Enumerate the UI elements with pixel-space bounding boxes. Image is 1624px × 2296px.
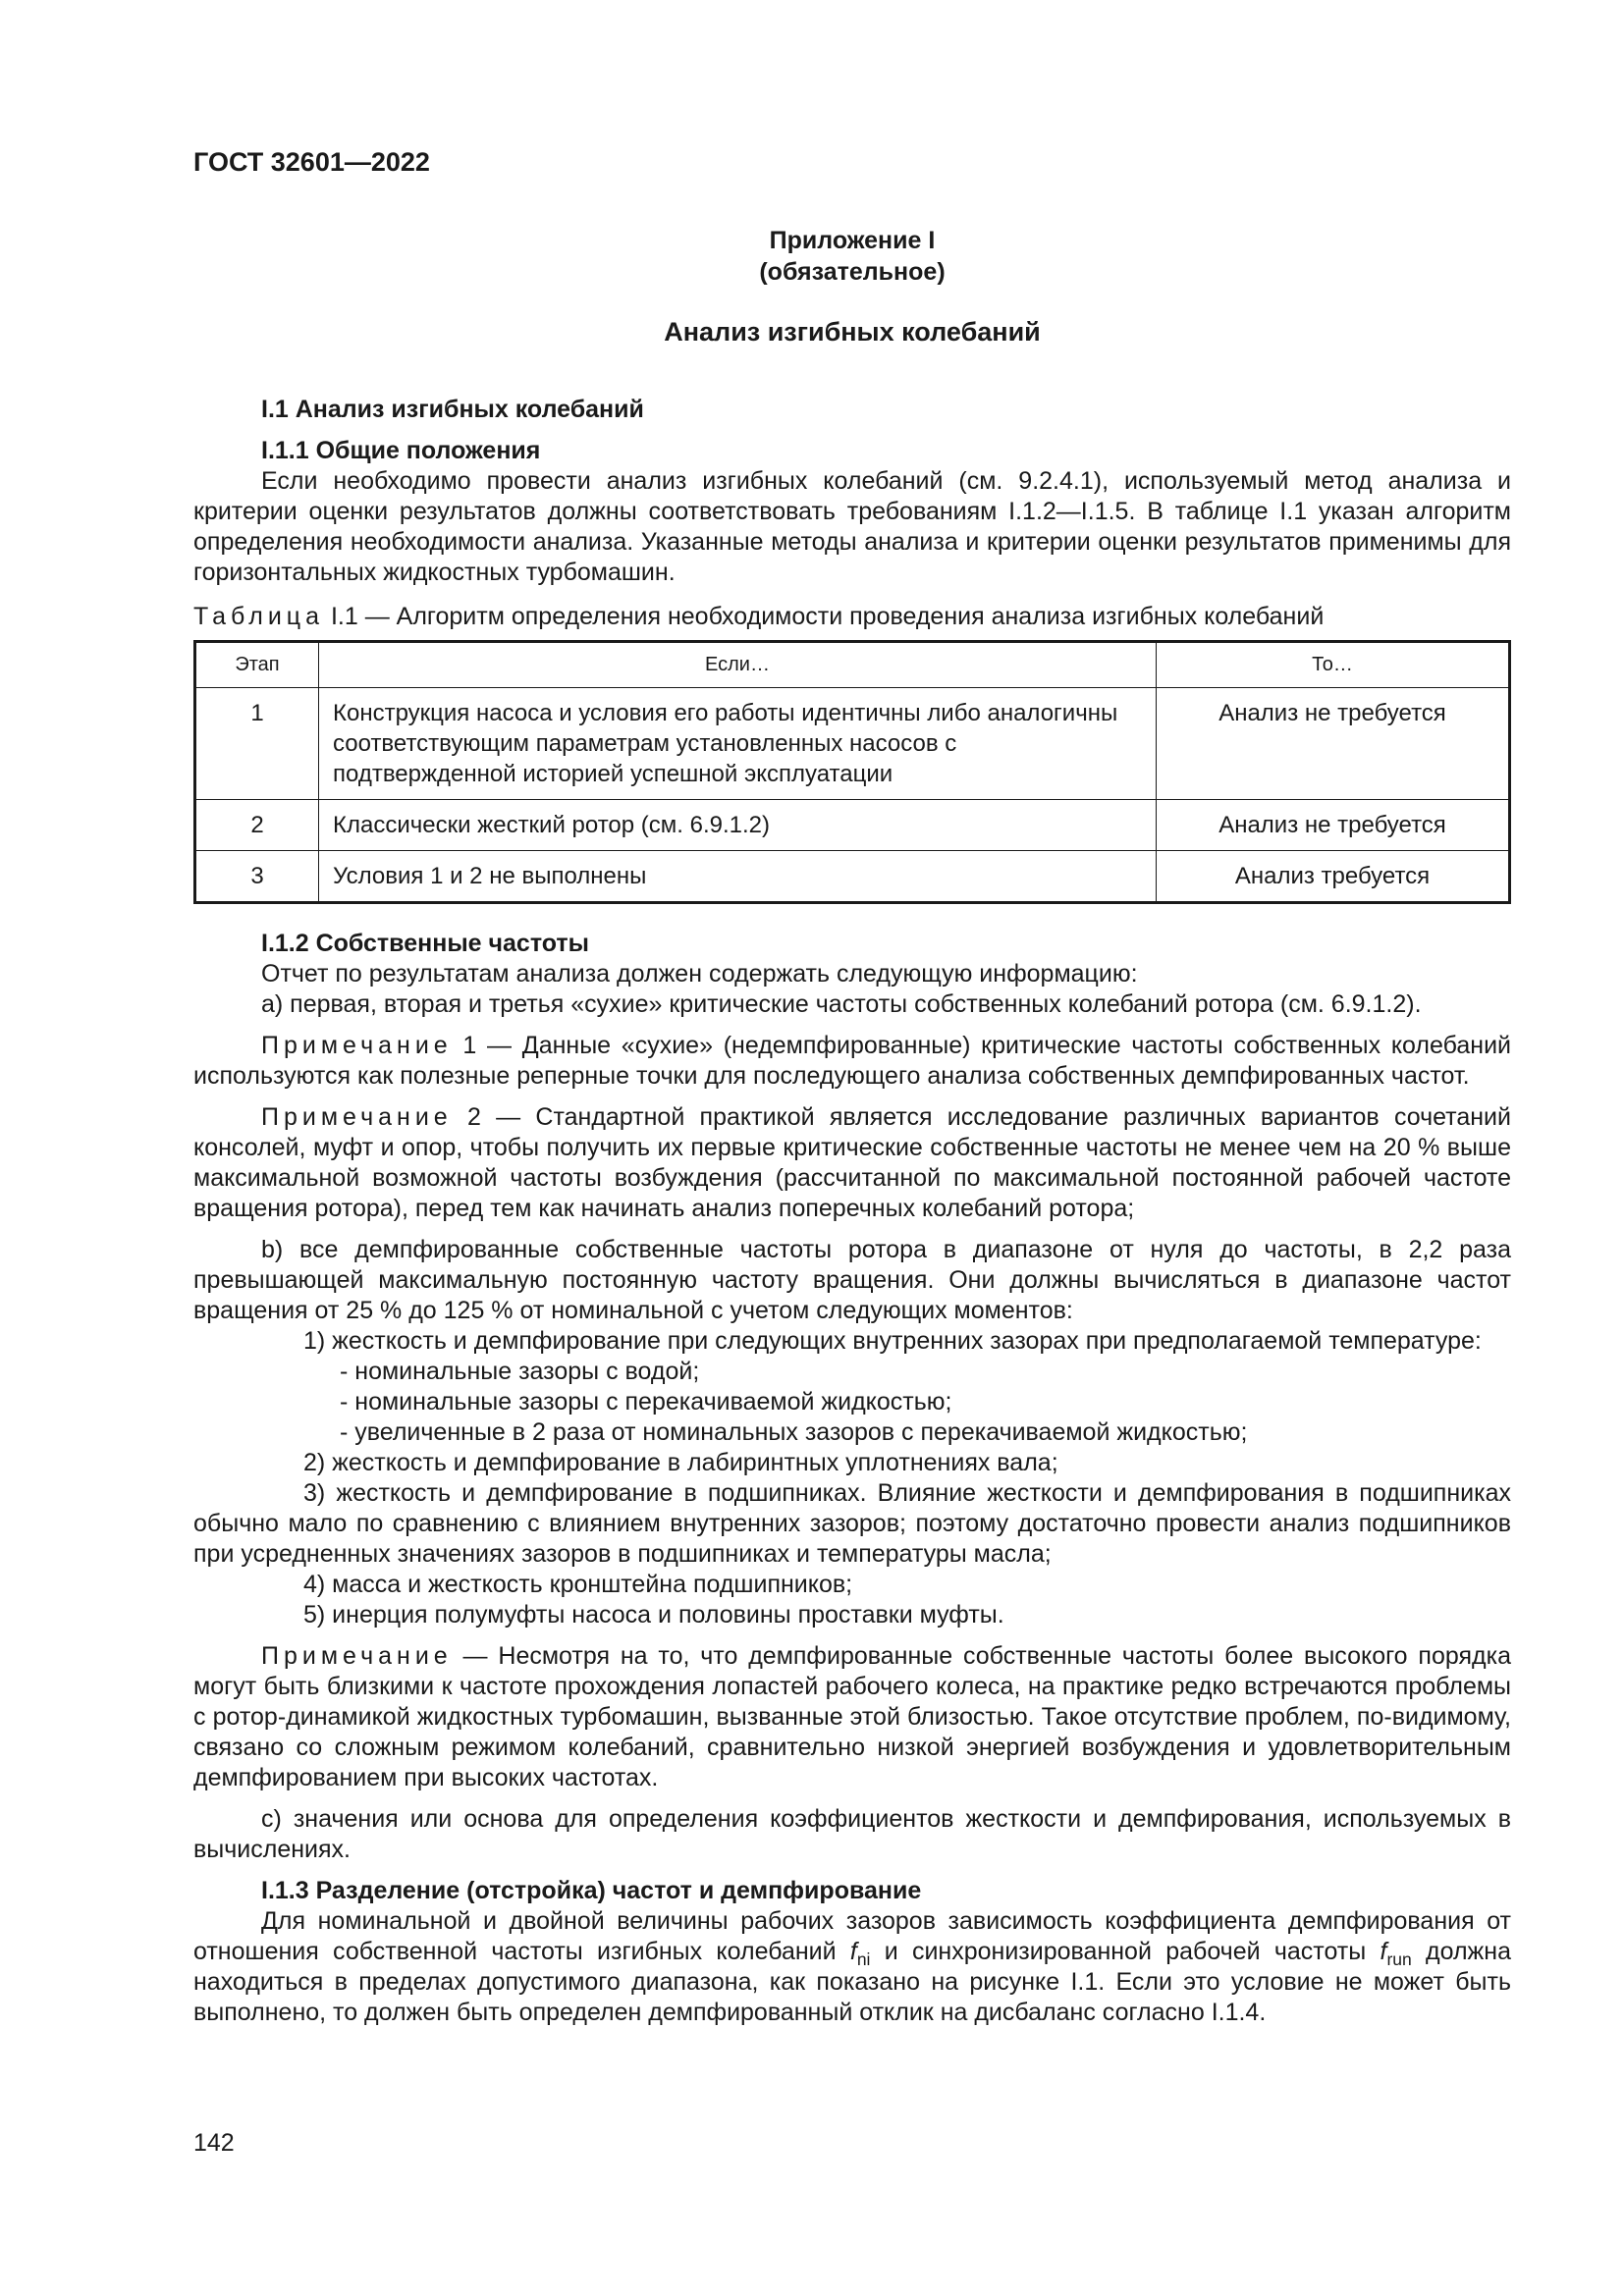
table-row: [195, 688, 1510, 800]
subscript-ni: ni: [856, 1949, 871, 1969]
table-cell-stage: 1: [195, 688, 319, 800]
table-cell-result: Анализ не требуется: [1157, 800, 1510, 851]
table-cell-stage: 3: [195, 851, 319, 903]
list-item-b3: 3) жесткость и демпфирование в подшипниках. Влияние жесткости и демпфирования в подшипниках обычно мало по сравнению с влиянием внутренних зазоров; поэтому достаточно провести анализ подшипников при усредненных значениях зазоров в подшипниках и температуры масла;: [193, 1479, 1511, 1568]
list-item-b1: 1) жесткость и демпфирование при следующих внутренних зазорах при предполагаемой температуре:: [303, 1327, 1482, 1355]
section-heading-i1-1: I.1.1 Общие положения: [261, 437, 541, 464]
table-caption: [193, 602, 1511, 632]
algorithm-table: [193, 640, 1511, 904]
note-text: — Несмотря на то, что демпфированные собственные частоты более высокого порядка могут быть близкими к частоте прохождения лопастей рабочего колеса, на практике редко встречаются проблемы с ротор-динамикой жидкостных турбомашин, вызванные этой близостью. Такое отсутствие проблем, по-видимому, связано со сложным режимом колебаний, сравнительно низкой энергией возбуждения и удовлетворительным демпфированием при высоких частотах.: [193, 1642, 1511, 1791]
note-1: [193, 1031, 1511, 1092]
table-cell-stage: 2: [195, 800, 319, 851]
table-cell-condition: Классически жесткий ротор (см. 6.9.1.2): [319, 800, 1157, 851]
section-heading-i1-3: I.1.3 Разделение (отстройка) частот и демпфирование: [261, 1877, 922, 1904]
note-text: 1 — Данные «сухие» (недемпфированные) критические частоты собственных колебаний используются как полезные реперные точки для последующего анализа собственных демпфированных частот.: [193, 1032, 1511, 1090]
text-segment: и синхронизированной рабочей частоты: [870, 1938, 1380, 1965]
symbol-f: f: [1380, 1938, 1387, 1965]
list-item-a: а) первая, вторая и третья «сухие» критические частоты собственных колебаний ротора (см. 6.9.1.2).: [261, 990, 1422, 1018]
list-item-c: с) значения или основа для определения коэффициентов жесткости и демпфирования, используемых в вычислениях.: [193, 1805, 1511, 1863]
dash-item: - увеличенные в 2 раза от номинальных зазоров с перекачиваемой жидкостью;: [340, 1418, 1248, 1446]
table-cell-condition: Условия 1 и 2 не выполнены: [319, 851, 1157, 903]
table-header-then: То…: [1157, 642, 1510, 688]
text-segment: Для номинальной и двойной величины рабочих зазоров зависимость коэффициента демпфирования от отношения собственной частоты изгибных колебаний: [193, 1907, 1511, 1965]
table-row: [195, 851, 1510, 903]
table-header-stage: Этап: [195, 642, 319, 688]
paragraph-frequency-separation: [193, 1906, 1511, 2028]
annex-status: (обязательное): [759, 258, 946, 286]
section-heading-i1-2: I.1.2 Собственные частоты: [261, 930, 589, 957]
list-item-b5: 5) инерция полумуфты насоса и половины проставки муфты.: [303, 1601, 1004, 1629]
table-header-if: Если…: [319, 642, 1157, 688]
note-text: 2 — Стандартной практикой является исследование различных вариантов сочетаний консолей, муфт и опор, чтобы получить их первые критические собственные частоты не менее чем на 20 % выше максимальной возможной частоты возбуждения (рассчитанной по максимальной постоянной рабочей частоте вращения ротора), перед тем как начинать анализ поперечных колебаний ротора;: [193, 1103, 1511, 1222]
dash-item: - номинальные зазоры с водой;: [340, 1358, 700, 1385]
document-body: [193, 395, 1511, 2028]
table-cell-condition: Конструкция насоса и условия его работы идентичны либо аналогичны соответствующим параметрам установленных насосов с подтвержденной историей успешной эксплуатации: [319, 688, 1157, 800]
page-number: 142: [193, 2129, 235, 2157]
annex-title: Анализ изгибных колебаний: [664, 317, 1041, 347]
list-item-b4: 4) масса и жесткость кронштейна подшипников;: [303, 1571, 853, 1598]
list-item-b2: 2) жесткость и демпфирование в лабиринтных уплотнениях вала;: [303, 1449, 1058, 1476]
symbol-f: f: [849, 1938, 857, 1965]
table-row: [195, 800, 1510, 851]
note-3: [193, 1641, 1511, 1793]
paragraph-general: Если необходимо провести анализ изгибных колебаний (см. 9.2.4.1), используемый метод анализа и критерии оценки результатов должны соответствовать требованиям I.1.2—I.1.5. В таблице I.1 указан алгоритм определения необходимости анализа. Указанные методы анализа и критерии оценки результатов применимы для горизонтальных жидкостных турбомашин.: [193, 467, 1511, 586]
table-cell-result: Анализ требуется: [1157, 851, 1510, 903]
document-header: ГОСТ 32601—2022: [193, 147, 430, 177]
note-label: Примечание: [261, 1103, 453, 1131]
list-item-b: b) все демпфированные собственные частоты ротора в диапазоне от нуля до частоты, в 2,2 раза превышающей максимальную постоянную частоту вращения. Они должны вычисляться в диапазоне частот вращения от 25 % до 125 % от номинальной с учетом следующих моментов:: [193, 1236, 1511, 1324]
dash-item: - номинальные зазоры с перекачиваемой жидкостью;: [340, 1388, 952, 1415]
table-cell-result: Анализ не требуется: [1157, 688, 1510, 800]
table-caption-text: I.1 — Алгоритм определения необходимости проведения анализа изгибных колебаний: [324, 603, 1325, 630]
subscript-run: run: [1386, 1949, 1412, 1969]
note-label: Примечание: [261, 1642, 453, 1670]
section-heading-i1: I.1 Анализ изгибных колебаний: [261, 396, 644, 423]
table-caption-prefix: Таблица: [193, 603, 325, 630]
paragraph-intro: Отчет по результатам анализа должен содержать следующую информацию:: [261, 960, 1138, 988]
text-segment: должна находиться в пределах допустимого диапазона, как показано на рисунке I.1. Если это условие не может быть выполнено, то должен быть определен демпфированный отклик на дисбаланс согласно I.1.4.: [193, 1938, 1511, 2026]
note-2: [193, 1102, 1511, 1224]
table-header-row: [195, 642, 1510, 688]
annex-label: Приложение I: [769, 227, 936, 254]
note-label: Примечание: [261, 1032, 453, 1059]
